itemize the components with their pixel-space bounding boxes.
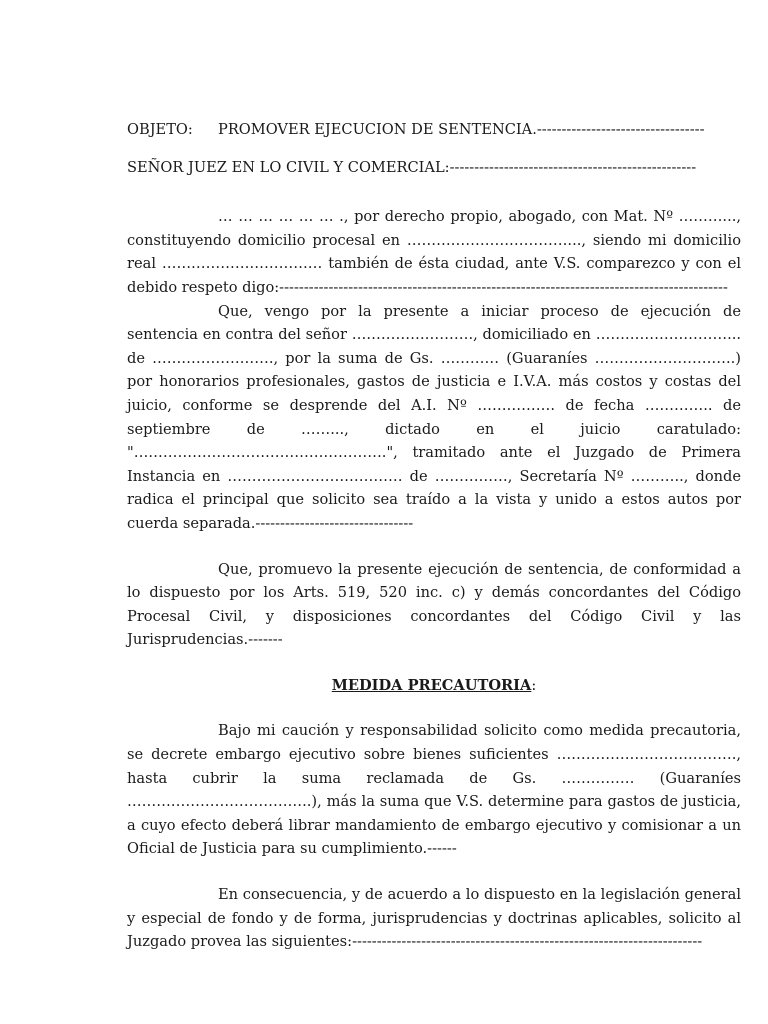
objeto-line <box>127 118 741 142</box>
paragraph-precautionary-measure: Bajo mi caución y responsabilidad solicito como medida precautoria, se decrete embargo ejecutivo sobre bienes suficientes ………………………………., hasta cubrir la suma reclamada de Gs. …………… (Guaraníes ………………………………..), más la suma que V.S. determine para gastos de justicia, a cuyo efecto deberá librar mandamiento de embargo ejecutivo y comisionar a un Oficial de Justicia para su cumplimiento.------ <box>127 722 741 858</box>
objeto-label: OBJETO: <box>127 121 193 138</box>
paragraph-consequence: En consecuencia, y de acuerdo a lo dispuesto en la legislación general y especial de fondo y de forma, jurisprudencias y doctrinas aplicables, solicito al Juzgado provea las siguientes:----------------------------------------------------------------------- <box>127 886 741 951</box>
addressee-line: SEÑOR JUEZ EN LO CIVIL Y COMERCIAL:-------------------------------------------------- <box>127 158 697 176</box>
document-page <box>127 118 741 954</box>
paragraph-legal-basis: Que, promuevo la presente ejecución de sentencia, de conformidad a lo dispuesto por los Arts. 519, 520 inc. c) y demás concordantes del Código Procesal Civil, y disposiciones concordantes del Código Civil y las Jurisprudencias.------- <box>127 560 741 649</box>
paragraph-appearance: … … … … … … ., por derecho propio, abogado, con Mat. Nº ………..., constituyendo domicilio procesal en ……………………………..., siendo mi domicilio real …………………………… también de ésta ciudad, ante V.S. comparezco y con el debido respeto digo:------------------------------------------------------------------------------------------- <box>127 208 741 296</box>
section-title-colon: : <box>531 676 537 694</box>
paragraph-claim: Que, vengo por la presente a iniciar proceso de ejecución de sentencia en contra del señor ……………………., domiciliado en ………………………... de ……………………., por la suma de Gs. ………… (Guaraníes ………………………..) por honorarios profesionales, gastos de justicia e I.V.A. más costos y costas del juicio, conforme se desprende del A.I. Nº ……………. de fecha ………….. de septiembre de ……..., dictado en el juicio caratulado: "…………………………………………….", tramitado ante el Juzgado de Primera Instancia en ……………………………… de ……………, Secretaría Nº ……….., donde radica el principal que solicito sea traído a la vista y unido a estos autos por cuerda separada.-------------------------------- <box>127 302 741 532</box>
objeto-text: PROMOVER EJECUCION DE SENTENCIA.---------------------------------- <box>218 121 705 138</box>
section-title-text: MEDIDA PRECAUTORIA <box>331 676 532 694</box>
section-title-medida-precautoria <box>127 674 741 698</box>
